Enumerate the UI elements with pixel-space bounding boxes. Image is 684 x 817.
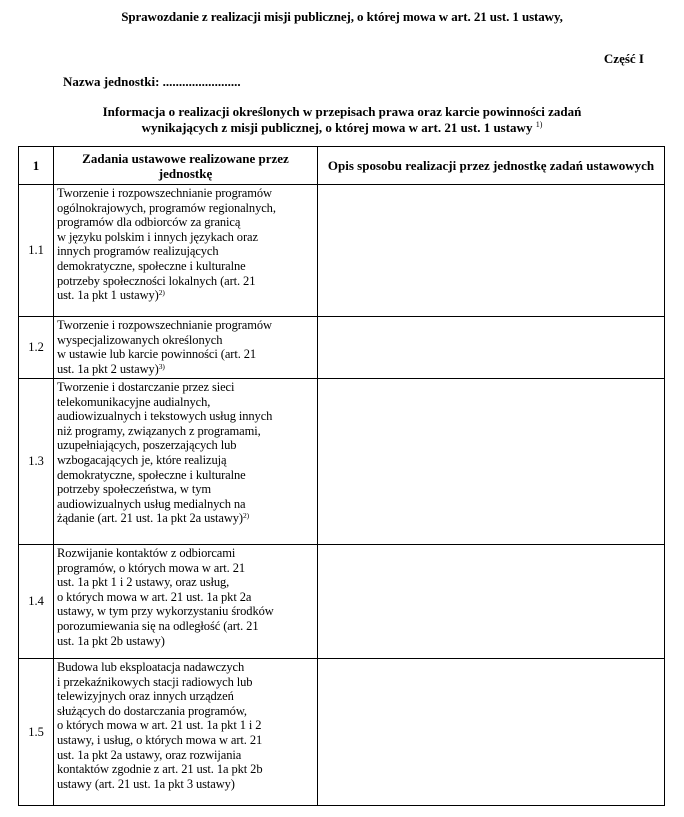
table-row xyxy=(19,379,665,545)
info-footnote-marker: 1) xyxy=(535,120,543,129)
task-text-line: innych programów realizujących xyxy=(57,244,219,259)
task-text-line: ustawy, w tym przy wykorzystaniu środków xyxy=(57,604,274,619)
task-text-line: ust. 1a pkt 2a ustawy, oraz rozwijania xyxy=(57,747,242,762)
task-text-line: uzupełniających, poszerzających lub xyxy=(57,438,237,453)
description-cell[interactable] xyxy=(318,379,665,545)
task-text-line: Budowa lub eksploatacja nadawczych xyxy=(57,660,245,674)
task-text-line: ustawy, i usług, o których mowa w art. 21 xyxy=(57,732,263,747)
header-description: Opis sposobu realizacji przez jednostkę zadań ustawowych xyxy=(318,147,665,185)
header-num: 1 xyxy=(19,147,54,185)
description-cell[interactable] xyxy=(318,659,665,806)
footnote-marker: 3) xyxy=(158,361,165,371)
task-text-line: ust. 1a pkt 1 ustawy)$^{2)}$ xyxy=(57,288,165,303)
task-text-line: programów dla odbiorców za granicą xyxy=(57,215,241,230)
task-text-line: ust. 1a pkt 1 i 2 ustawy, oraz usług, xyxy=(57,575,230,590)
table-row xyxy=(19,317,665,379)
task-cell xyxy=(54,317,318,379)
task-text-line: ustawy (art. 21 ust. 1a pkt 3 ustawy) xyxy=(57,776,235,791)
task-text-line: w ustawie lub karcie powinności (art. 21 xyxy=(57,347,257,362)
task-text-line: audiowizualnych i tekstowych usług innych xyxy=(57,409,273,424)
info-heading xyxy=(0,104,684,136)
description-cell[interactable] xyxy=(318,317,665,379)
task-cell xyxy=(54,185,318,317)
task-text-line: porozumiewania się na odległość (art. 21 xyxy=(57,618,259,633)
task-text-line: ust. 1a pkt 2b ustawy) xyxy=(57,633,165,648)
task-text-line: demokratyczne, społeczne i kulturalne xyxy=(57,258,246,273)
description-cell[interactable] xyxy=(318,185,665,317)
task-text-line: Tworzenie i dostarczanie przez sieci xyxy=(57,380,235,394)
task-cell xyxy=(54,379,318,545)
task-text-line: wzbogacających je, które realizują xyxy=(57,452,227,467)
task-text-line: o których mowa w art. 21 ust. 1a pkt 1 i 2 xyxy=(57,718,262,733)
info-heading-line2: wynikających z misji publicznej, o której mowa w art. 21 ust. 1 ustawy xyxy=(141,120,533,135)
tasks-table xyxy=(18,146,665,806)
task-text-line: służących do dostarczania programów, xyxy=(57,703,247,718)
row-number: 1.4 xyxy=(19,545,54,659)
task-text-line: o których mowa w art. 21 ust. 1a pkt 2a xyxy=(57,589,252,604)
table-row xyxy=(19,545,665,659)
task-text-line: audiowizualnych usług medialnych na xyxy=(57,496,246,511)
row-number: 1.5 xyxy=(19,659,54,806)
task-text-line: programów, o których mowa w art. 21 xyxy=(57,560,246,575)
task-cell xyxy=(54,659,318,806)
task-text-line: ogólnokrajowych, programów regionalnych, xyxy=(57,200,276,215)
task-text-line: żądanie (art. 21 ust. 1a pkt 2a ustawy)$^{2)}$ xyxy=(57,511,250,526)
header-tasks: Zadania ustawowe realizowane przez jednostkę xyxy=(54,147,318,185)
task-text-line: Rozwijanie kontaktów z odbiorcami xyxy=(57,546,236,560)
table-header-row xyxy=(19,147,665,185)
task-text-line: telekomunikacyjne audialnych, xyxy=(57,394,211,409)
info-heading-line2-wrap xyxy=(0,120,684,136)
task-text-line: ust. 1a pkt 2 ustawy)$^{3)}$ xyxy=(57,361,165,376)
task-text-line: Tworzenie i rozpowszechnianie programów xyxy=(57,318,272,332)
task-text-line: kontaktów zgodnie z art. 21 ust. 1a pkt 2b xyxy=(57,762,263,777)
row-number: 1.2 xyxy=(19,317,54,379)
part-label: Część I xyxy=(603,51,644,66)
unit-name-field: Nazwa jednostki: ........................ xyxy=(63,74,241,89)
footnote-marker: 2) xyxy=(242,511,250,521)
document-title: Sprawozdanie z realizacji misji publicznej, o której mowa w art. 21 ust. 1 ustawy, xyxy=(121,9,563,24)
row-number: 1.1 xyxy=(19,185,54,317)
task-text-line: w języku polskim i innych językach oraz xyxy=(57,229,258,244)
task-text-line: telewizyjnych oraz innych urządzeń xyxy=(57,689,234,704)
task-text-line: potrzeby społeczeństwa, w tym xyxy=(57,482,211,497)
task-text-line: potrzeby społeczności lokalnych (art. 21 xyxy=(57,273,256,288)
table-row xyxy=(19,659,665,806)
row-number: 1.3 xyxy=(19,379,54,545)
task-text-line: demokratyczne, społeczne i kulturalne xyxy=(57,467,246,482)
task-text-line: niż programy, związanych z programami, xyxy=(57,423,261,438)
description-cell[interactable] xyxy=(318,545,665,659)
task-text-line: wyspecjalizowanych określonych xyxy=(57,332,223,347)
task-text-line: i przekaźnikowych stacji radiowych lub xyxy=(57,674,253,689)
task-text-line: Tworzenie i rozpowszechnianie programów xyxy=(57,186,272,200)
footnote-marker: 2) xyxy=(158,288,165,298)
task-cell xyxy=(54,545,318,659)
table-row xyxy=(19,185,665,317)
info-heading-line1: Informacja o realizacji określonych w przepisach prawa oraz karcie powinności zadań xyxy=(102,104,582,119)
